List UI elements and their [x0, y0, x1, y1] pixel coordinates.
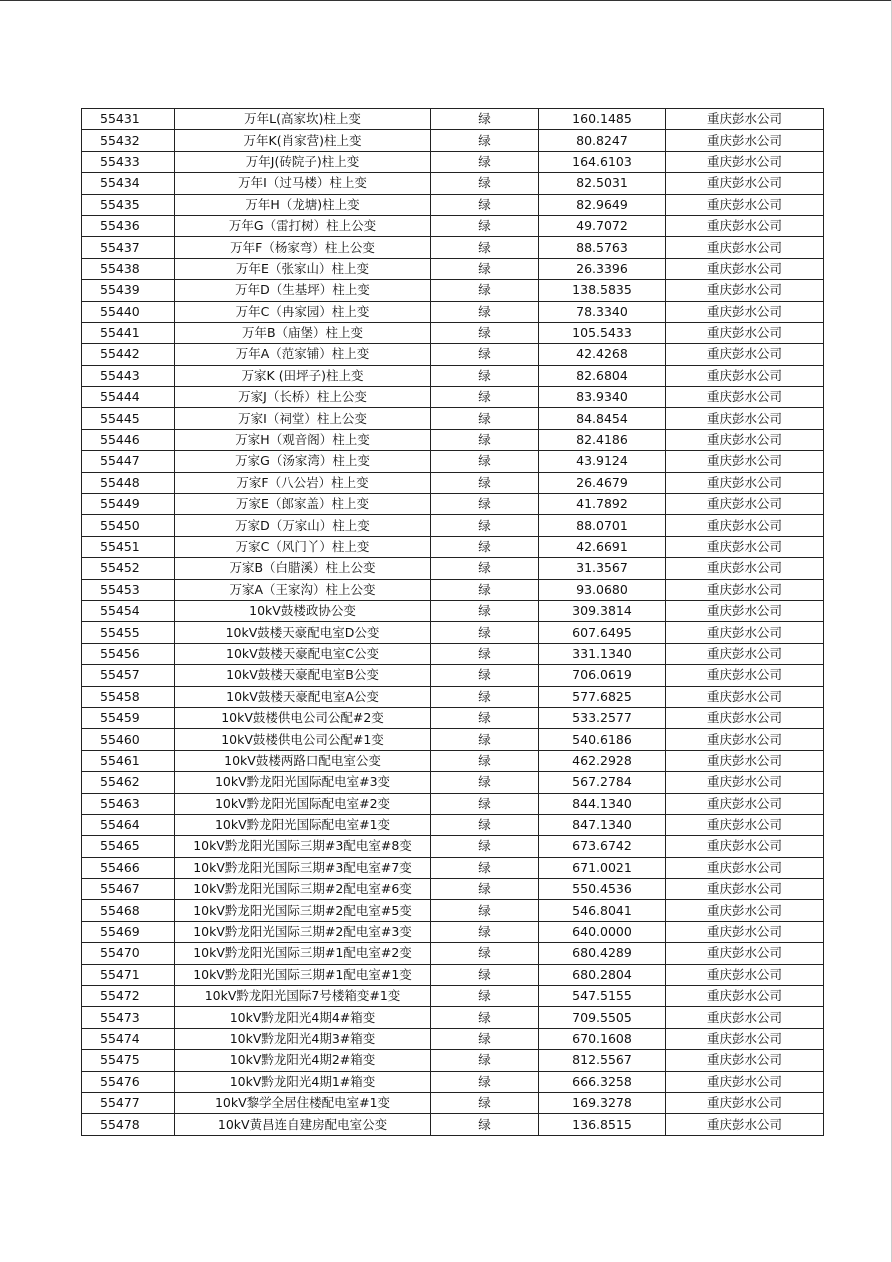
transformer-name-cell: 10kV黔龙阳光国际三期#2配电室#5变 [175, 900, 431, 921]
transformer-name-cell: 10kV黔龙阳光国际配电室#1变 [175, 814, 431, 835]
company-cell: 重庆彭水公司 [666, 772, 824, 793]
company-cell: 重庆彭水公司 [666, 365, 824, 386]
table-row [82, 194, 824, 215]
status-color-cell: 绿 [431, 943, 539, 964]
company-cell: 重庆彭水公司 [666, 472, 824, 493]
transformer-name-cell: 10kV黔龙阳光4期4#箱变 [175, 1007, 431, 1028]
table-row [82, 494, 824, 515]
row-id-cell: 55431 [82, 109, 175, 130]
company-cell: 重庆彭水公司 [666, 986, 824, 1007]
table-row [82, 643, 824, 664]
company-cell: 重庆彭水公司 [666, 686, 824, 707]
row-id-cell: 55449 [82, 494, 175, 515]
row-id-cell: 55473 [82, 1007, 175, 1028]
status-color-cell: 绿 [431, 964, 539, 985]
table-row [82, 130, 824, 151]
row-id-cell: 55467 [82, 879, 175, 900]
value-cell: 533.2577 [539, 707, 666, 728]
status-color-cell: 绿 [431, 472, 539, 493]
table-row [82, 536, 824, 557]
company-cell: 重庆彭水公司 [666, 237, 824, 258]
value-cell: 666.3258 [539, 1071, 666, 1092]
table-row [82, 686, 824, 707]
value-cell: 42.4268 [539, 344, 666, 365]
status-color-cell: 绿 [431, 365, 539, 386]
status-color-cell: 绿 [431, 387, 539, 408]
transformer-name-cell: 10kV黔龙阳光国际配电室#2变 [175, 793, 431, 814]
status-color-cell: 绿 [431, 494, 539, 515]
transformer-name-cell: 万年D（生基坪）柱上变 [175, 280, 431, 301]
value-cell: 607.6495 [539, 622, 666, 643]
transformer-name-cell: 10kV鼓楼天豪配电室D公变 [175, 622, 431, 643]
table-row [82, 943, 824, 964]
row-id-cell: 55455 [82, 622, 175, 643]
table-row [82, 814, 824, 835]
status-color-cell: 绿 [431, 1028, 539, 1049]
row-id-cell: 55452 [82, 558, 175, 579]
table-row [82, 579, 824, 600]
value-cell: 547.5155 [539, 986, 666, 1007]
value-cell: 82.5031 [539, 173, 666, 194]
transformer-name-cell: 万家B（白腊溪）柱上公变 [175, 558, 431, 579]
transformer-name-cell: 10kV鼓楼两路口配电室公变 [175, 750, 431, 771]
company-cell: 重庆彭水公司 [666, 151, 824, 172]
status-color-cell: 绿 [431, 772, 539, 793]
company-cell: 重庆彭水公司 [666, 558, 824, 579]
company-cell: 重庆彭水公司 [666, 964, 824, 985]
status-color-cell: 绿 [431, 750, 539, 771]
status-color-cell: 绿 [431, 258, 539, 279]
company-cell: 重庆彭水公司 [666, 836, 824, 857]
status-color-cell: 绿 [431, 793, 539, 814]
table-row [82, 301, 824, 322]
table-row [82, 173, 824, 194]
status-color-cell: 绿 [431, 622, 539, 643]
table-row [82, 1007, 824, 1028]
row-id-cell: 55435 [82, 194, 175, 215]
transformer-name-cell: 10kV鼓楼政协公变 [175, 600, 431, 621]
status-color-cell: 绿 [431, 237, 539, 258]
value-cell: 83.9340 [539, 387, 666, 408]
value-cell: 41.7892 [539, 494, 666, 515]
value-cell: 546.8041 [539, 900, 666, 921]
table-row [82, 451, 824, 472]
status-color-cell: 绿 [431, 707, 539, 728]
row-id-cell: 55470 [82, 943, 175, 964]
company-cell: 重庆彭水公司 [666, 215, 824, 236]
company-cell: 重庆彭水公司 [666, 173, 824, 194]
transformer-name-cell: 万家E（郎家盖）柱上变 [175, 494, 431, 515]
transformer-name-cell: 万家J（长桥）柱上公变 [175, 387, 431, 408]
table-row [82, 622, 824, 643]
value-cell: 671.0021 [539, 857, 666, 878]
table-row [82, 750, 824, 771]
transformer-name-cell: 10kV黔龙阳光国际三期#3配电室#7变 [175, 857, 431, 878]
status-color-cell: 绿 [431, 600, 539, 621]
transformer-name-cell: 10kV黔龙阳光国际配电室#3变 [175, 772, 431, 793]
row-id-cell: 55476 [82, 1071, 175, 1092]
status-color-cell: 绿 [431, 130, 539, 151]
table-row [82, 322, 824, 343]
table-row [82, 1071, 824, 1092]
table-row [82, 472, 824, 493]
transformer-name-cell: 10kV鼓楼供电公司公配#1变 [175, 729, 431, 750]
row-id-cell: 55471 [82, 964, 175, 985]
value-cell: 577.6825 [539, 686, 666, 707]
company-cell: 重庆彭水公司 [666, 793, 824, 814]
table-row [82, 280, 824, 301]
row-id-cell: 55445 [82, 408, 175, 429]
value-cell: 88.5763 [539, 237, 666, 258]
company-cell: 重庆彭水公司 [666, 1071, 824, 1092]
company-cell: 重庆彭水公司 [666, 301, 824, 322]
value-cell: 309.3814 [539, 600, 666, 621]
value-cell: 540.6186 [539, 729, 666, 750]
transformer-name-cell: 万年H（龙塘)柱上变 [175, 194, 431, 215]
company-cell: 重庆彭水公司 [666, 258, 824, 279]
transformer-name-cell: 10kV鼓楼天豪配电室B公变 [175, 665, 431, 686]
transformer-name-cell: 10kV黎学全居住楼配电室#1变 [175, 1092, 431, 1113]
transformer-name-cell: 10kV黔龙阳光国际三期#3配电室#8变 [175, 836, 431, 857]
row-id-cell: 55442 [82, 344, 175, 365]
status-color-cell: 绿 [431, 429, 539, 450]
value-cell: 82.9649 [539, 194, 666, 215]
company-cell: 重庆彭水公司 [666, 1050, 824, 1071]
transformer-name-cell: 万家A（王家沟）柱上公变 [175, 579, 431, 600]
transformer-name-cell: 10kV鼓楼天豪配电室A公变 [175, 686, 431, 707]
status-color-cell: 绿 [431, 1092, 539, 1113]
transformer-name-cell: 万年C（冉家园）柱上变 [175, 301, 431, 322]
row-id-cell: 55453 [82, 579, 175, 600]
value-cell: 84.8454 [539, 408, 666, 429]
row-id-cell: 55457 [82, 665, 175, 686]
status-color-cell: 绿 [431, 900, 539, 921]
page-top-border [0, 0, 892, 1]
transformer-name-cell: 万家I（祠堂）柱上公变 [175, 408, 431, 429]
status-color-cell: 绿 [431, 643, 539, 664]
table-row [82, 793, 824, 814]
value-cell: 93.0680 [539, 579, 666, 600]
table-row [82, 729, 824, 750]
table-row [82, 964, 824, 985]
transformer-name-cell: 万年G（雷打树）柱上公变 [175, 215, 431, 236]
status-color-cell: 绿 [431, 173, 539, 194]
company-cell: 重庆彭水公司 [666, 643, 824, 664]
status-color-cell: 绿 [431, 408, 539, 429]
table-row [82, 921, 824, 942]
company-cell: 重庆彭水公司 [666, 665, 824, 686]
transformer-name-cell: 10kV黔龙阳光4期2#箱变 [175, 1050, 431, 1071]
table-row [82, 408, 824, 429]
transformer-name-cell: 10kV黔龙阳光国际三期#1配电室#2变 [175, 943, 431, 964]
value-cell: 82.6804 [539, 365, 666, 386]
transformer-name-cell: 10kV黔龙阳光4期1#箱变 [175, 1071, 431, 1092]
row-id-cell: 55440 [82, 301, 175, 322]
company-cell: 重庆彭水公司 [666, 344, 824, 365]
table-row [82, 429, 824, 450]
company-cell: 重庆彭水公司 [666, 879, 824, 900]
row-id-cell: 55472 [82, 986, 175, 1007]
company-cell: 重庆彭水公司 [666, 280, 824, 301]
status-color-cell: 绿 [431, 665, 539, 686]
status-color-cell: 绿 [431, 921, 539, 942]
row-id-cell: 55438 [82, 258, 175, 279]
transformer-name-cell: 万年J(砖院子)柱上变 [175, 151, 431, 172]
table-row [82, 772, 824, 793]
transformer-name-cell: 万年B（庙堡）柱上变 [175, 322, 431, 343]
status-color-cell: 绿 [431, 151, 539, 172]
company-cell: 重庆彭水公司 [666, 600, 824, 621]
transformer-name-cell: 万年K(肖家营)柱上变 [175, 130, 431, 151]
row-id-cell: 55432 [82, 130, 175, 151]
value-cell: 138.5835 [539, 280, 666, 301]
status-color-cell: 绿 [431, 1114, 539, 1135]
status-color-cell: 绿 [431, 879, 539, 900]
value-cell: 82.4186 [539, 429, 666, 450]
value-cell: 673.6742 [539, 836, 666, 857]
row-id-cell: 55433 [82, 151, 175, 172]
transformer-name-cell: 万家G（汤家湾）柱上变 [175, 451, 431, 472]
value-cell: 80.8247 [539, 130, 666, 151]
status-color-cell: 绿 [431, 558, 539, 579]
company-cell: 重庆彭水公司 [666, 408, 824, 429]
status-color-cell: 绿 [431, 814, 539, 835]
company-cell: 重庆彭水公司 [666, 814, 824, 835]
row-id-cell: 55478 [82, 1114, 175, 1135]
value-cell: 88.0701 [539, 515, 666, 536]
value-cell: 331.1340 [539, 643, 666, 664]
transformer-name-cell: 万家K (田坪子)柱上变 [175, 365, 431, 386]
row-id-cell: 55450 [82, 515, 175, 536]
table-row [82, 1114, 824, 1135]
company-cell: 重庆彭水公司 [666, 1028, 824, 1049]
row-id-cell: 55444 [82, 387, 175, 408]
value-cell: 105.5433 [539, 322, 666, 343]
table-row [82, 515, 824, 536]
value-cell: 670.1608 [539, 1028, 666, 1049]
company-cell: 重庆彭水公司 [666, 536, 824, 557]
status-color-cell: 绿 [431, 1071, 539, 1092]
status-color-cell: 绿 [431, 280, 539, 301]
row-id-cell: 55451 [82, 536, 175, 557]
company-cell: 重庆彭水公司 [666, 429, 824, 450]
transformer-name-cell: 10kV黄昌连自建房配电室公变 [175, 1114, 431, 1135]
company-cell: 重庆彭水公司 [666, 900, 824, 921]
table-row [82, 1028, 824, 1049]
status-color-cell: 绿 [431, 729, 539, 750]
value-cell: 164.6103 [539, 151, 666, 172]
company-cell: 重庆彭水公司 [666, 451, 824, 472]
value-cell: 43.9124 [539, 451, 666, 472]
row-id-cell: 55466 [82, 857, 175, 878]
transformer-name-cell: 10kV黔龙阳光国际三期#2配电室#3变 [175, 921, 431, 942]
row-id-cell: 55475 [82, 1050, 175, 1071]
value-cell: 42.6691 [539, 536, 666, 557]
company-cell: 重庆彭水公司 [666, 1007, 824, 1028]
table-row [82, 879, 824, 900]
table-row [82, 237, 824, 258]
value-cell: 680.4289 [539, 943, 666, 964]
status-color-cell: 绿 [431, 215, 539, 236]
table-row [82, 215, 824, 236]
company-cell: 重庆彭水公司 [666, 1114, 824, 1135]
row-id-cell: 55468 [82, 900, 175, 921]
transformer-name-cell: 万年L(高家坎)柱上变 [175, 109, 431, 130]
company-cell: 重庆彭水公司 [666, 1092, 824, 1113]
status-color-cell: 绿 [431, 1050, 539, 1071]
company-cell: 重庆彭水公司 [666, 943, 824, 964]
company-cell: 重庆彭水公司 [666, 515, 824, 536]
row-id-cell: 55465 [82, 836, 175, 857]
table-row [82, 707, 824, 728]
table-row [82, 258, 824, 279]
transformer-name-cell: 万年I（过马楼）柱上变 [175, 173, 431, 194]
table-row [82, 387, 824, 408]
row-id-cell: 55459 [82, 707, 175, 728]
company-cell: 重庆彭水公司 [666, 707, 824, 728]
value-cell: 160.1485 [539, 109, 666, 130]
company-cell: 重庆彭水公司 [666, 857, 824, 878]
transformer-name-cell: 万家D（万家山）柱上变 [175, 515, 431, 536]
transformer-name-cell: 万家H（观音阁）柱上变 [175, 429, 431, 450]
row-id-cell: 55462 [82, 772, 175, 793]
table-row [82, 109, 824, 130]
row-id-cell: 55441 [82, 322, 175, 343]
row-id-cell: 55434 [82, 173, 175, 194]
row-id-cell: 55448 [82, 472, 175, 493]
row-id-cell: 55461 [82, 750, 175, 771]
value-cell: 26.3396 [539, 258, 666, 279]
company-cell: 重庆彭水公司 [666, 750, 824, 771]
value-cell: 462.2928 [539, 750, 666, 771]
row-id-cell: 55469 [82, 921, 175, 942]
row-id-cell: 55454 [82, 600, 175, 621]
table-row [82, 151, 824, 172]
row-id-cell: 55458 [82, 686, 175, 707]
transformer-name-cell: 10kV黔龙阳光国际三期#2配电室#6变 [175, 879, 431, 900]
value-cell: 709.5505 [539, 1007, 666, 1028]
transformer-table [81, 108, 824, 1136]
status-color-cell: 绿 [431, 515, 539, 536]
status-color-cell: 绿 [431, 322, 539, 343]
table-row [82, 986, 824, 1007]
value-cell: 567.2784 [539, 772, 666, 793]
status-color-cell: 绿 [431, 986, 539, 1007]
row-id-cell: 55460 [82, 729, 175, 750]
status-color-cell: 绿 [431, 344, 539, 365]
table-row [82, 558, 824, 579]
transformer-name-cell: 万年F（杨家弯）柱上公变 [175, 237, 431, 258]
value-cell: 169.3278 [539, 1092, 666, 1113]
transformer-name-cell: 10kV黔龙阳光国际三期#1配电室#1变 [175, 964, 431, 985]
status-color-cell: 绿 [431, 836, 539, 857]
company-cell: 重庆彭水公司 [666, 194, 824, 215]
company-cell: 重庆彭水公司 [666, 921, 824, 942]
value-cell: 136.8515 [539, 1114, 666, 1135]
status-color-cell: 绿 [431, 1007, 539, 1028]
company-cell: 重庆彭水公司 [666, 494, 824, 515]
table-row [82, 665, 824, 686]
row-id-cell: 55477 [82, 1092, 175, 1113]
table-row [82, 600, 824, 621]
table-row [82, 900, 824, 921]
table-row [82, 1092, 824, 1113]
status-color-cell: 绿 [431, 579, 539, 600]
status-color-cell: 绿 [431, 451, 539, 472]
value-cell: 706.0619 [539, 665, 666, 686]
value-cell: 680.2804 [539, 964, 666, 985]
row-id-cell: 55474 [82, 1028, 175, 1049]
transformer-name-cell: 10kV鼓楼天豪配电室C公变 [175, 643, 431, 664]
company-cell: 重庆彭水公司 [666, 729, 824, 750]
row-id-cell: 55464 [82, 814, 175, 835]
table-row [82, 836, 824, 857]
table-row [82, 365, 824, 386]
value-cell: 78.3340 [539, 301, 666, 322]
value-cell: 31.3567 [539, 558, 666, 579]
row-id-cell: 55443 [82, 365, 175, 386]
value-cell: 550.4536 [539, 879, 666, 900]
table-row [82, 344, 824, 365]
status-color-cell: 绿 [431, 301, 539, 322]
status-color-cell: 绿 [431, 194, 539, 215]
value-cell: 844.1340 [539, 793, 666, 814]
transformer-name-cell: 万家F（八公岩）柱上变 [175, 472, 431, 493]
company-cell: 重庆彭水公司 [666, 322, 824, 343]
table-body [82, 109, 824, 1136]
transformer-name-cell: 万年E（张家山）柱上变 [175, 258, 431, 279]
status-color-cell: 绿 [431, 857, 539, 878]
transformer-name-cell: 万年A（范家铺）柱上变 [175, 344, 431, 365]
row-id-cell: 55447 [82, 451, 175, 472]
company-cell: 重庆彭水公司 [666, 622, 824, 643]
row-id-cell: 55456 [82, 643, 175, 664]
transformer-name-cell: 10kV鼓楼供电公司公配#2变 [175, 707, 431, 728]
transformer-name-cell: 10kV黔龙阳光4期3#箱变 [175, 1028, 431, 1049]
value-cell: 847.1340 [539, 814, 666, 835]
value-cell: 49.7072 [539, 215, 666, 236]
table-row [82, 857, 824, 878]
company-cell: 重庆彭水公司 [666, 130, 824, 151]
value-cell: 640.0000 [539, 921, 666, 942]
transformer-name-cell: 10kV黔龙阳光国际7号楼箱变#1变 [175, 986, 431, 1007]
value-cell: 812.5567 [539, 1050, 666, 1071]
row-id-cell: 55437 [82, 237, 175, 258]
row-id-cell: 55463 [82, 793, 175, 814]
company-cell: 重庆彭水公司 [666, 109, 824, 130]
status-color-cell: 绿 [431, 536, 539, 557]
company-cell: 重庆彭水公司 [666, 387, 824, 408]
status-color-cell: 绿 [431, 109, 539, 130]
row-id-cell: 55446 [82, 429, 175, 450]
table-row [82, 1050, 824, 1071]
company-cell: 重庆彭水公司 [666, 579, 824, 600]
value-cell: 26.4679 [539, 472, 666, 493]
status-color-cell: 绿 [431, 686, 539, 707]
row-id-cell: 55439 [82, 280, 175, 301]
transformer-name-cell: 万家C（风门丫）柱上变 [175, 536, 431, 557]
row-id-cell: 55436 [82, 215, 175, 236]
